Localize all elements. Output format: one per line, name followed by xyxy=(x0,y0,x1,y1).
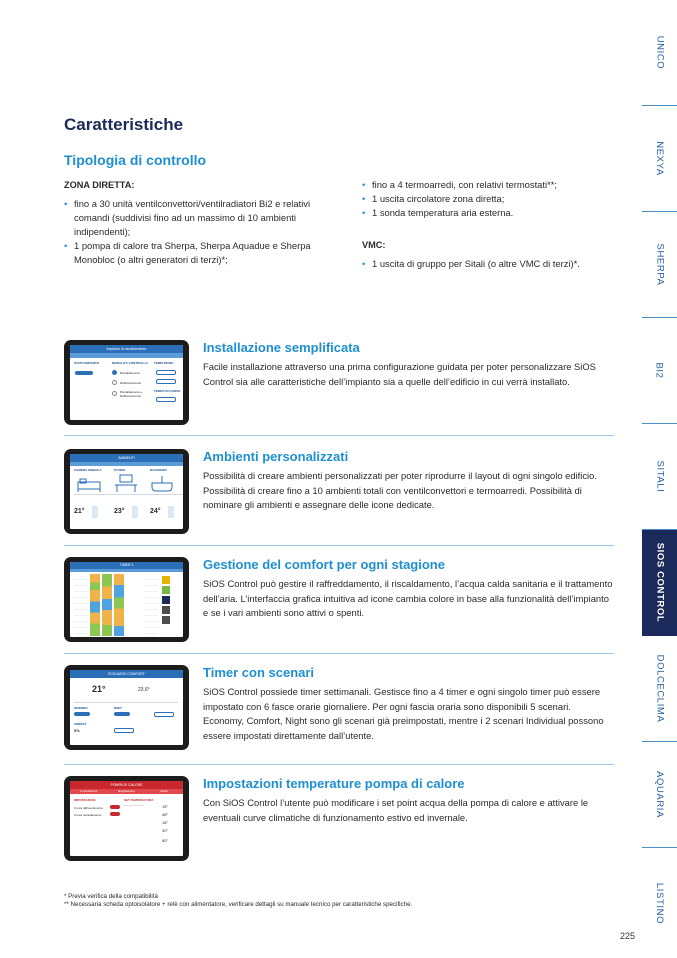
sidebar-item-nexya[interactable]: NEXYA xyxy=(642,106,677,212)
feature-timer xyxy=(64,665,614,755)
toggle-icon xyxy=(110,812,120,816)
sidebar-item-dolceclima[interactable]: DOLCECLIMA xyxy=(642,636,677,742)
divider xyxy=(64,764,614,765)
feature-comfort xyxy=(64,557,614,647)
temperature-value: 24° xyxy=(150,508,161,515)
feature-title: Installazione semplificata xyxy=(203,340,360,355)
feature-body: Con SiOS Control l’utente può modificare i set point acqua della pompa di calore e attivare le eventuali curve climatiche di funzionamento estivo ed invernale. xyxy=(203,797,589,823)
tablet-image xyxy=(64,340,189,425)
screen-label: MODALITÀ CONTROLLO xyxy=(112,361,148,365)
sidebar-item-sherpa[interactable]: SHERPA xyxy=(642,212,677,318)
scenario-comfort-icon xyxy=(162,576,170,584)
vmc-heading: VMC: xyxy=(362,240,386,250)
temperature-value: 23.6° xyxy=(138,687,150,693)
list-item: • 1 uscita circolatore zona diretta; xyxy=(362,192,622,206)
button-icon xyxy=(154,712,174,717)
desk-icon xyxy=(114,474,138,492)
setpoint-value: 50° xyxy=(162,838,169,843)
bed-icon xyxy=(76,476,102,492)
setpoint-value: 48° xyxy=(162,812,169,817)
feature-title: Gestione del comfort per ogni stagione xyxy=(203,557,445,572)
divider xyxy=(64,545,614,546)
feature-title: Timer con scenari xyxy=(203,665,315,680)
temperature-value: 21° xyxy=(92,684,106,694)
screen-label: STUDIO xyxy=(114,468,126,472)
vmc-list xyxy=(362,257,622,271)
screen-label: STATO IMPIANTO xyxy=(74,361,100,365)
temperature-value: 21° xyxy=(74,508,85,515)
section-title: Tipologia di controllo xyxy=(64,152,207,168)
feature-body: Possibilità di creare ambienti personalizzati per poter riprodurre il layout di ogni singolo edificio. Possibilità di creare fino a 10 ambienti totali con ventilconvettori e termoarredi. Possibilità di nominare gli ambienti e assegnare delle icone dedicate. xyxy=(203,470,597,510)
sidebar-item-unico[interactable]: UNICO xyxy=(642,0,677,106)
divider xyxy=(64,435,614,436)
feature-pompa-calore xyxy=(64,776,614,866)
button-icon xyxy=(114,728,134,733)
bathtub-icon xyxy=(150,474,174,492)
page-title: Caratteristiche xyxy=(64,115,184,134)
feature-title: Impostazioni temperature pompa di calore xyxy=(203,776,465,791)
screen-header: Impianto di riscaldamento xyxy=(70,345,183,353)
toggle-icon xyxy=(110,805,120,809)
button-icon xyxy=(156,379,176,384)
screen-label: Curva riscaldamento xyxy=(74,813,102,817)
humidity-value: 0% xyxy=(74,728,80,733)
setpoint-value: 18° xyxy=(162,820,169,825)
screen-label: Riscaldamento e Raffrescamento xyxy=(120,390,143,398)
button-icon xyxy=(156,397,176,402)
screen-header: AMBIENTI xyxy=(70,454,183,462)
feature-ambienti xyxy=(64,449,614,539)
footnote: ** Necessaria scheda optoisolatore + relè con alimentatore, verificare dettagli su manuale tecnico per caratteristiche specifiche. xyxy=(64,901,413,908)
screen-label: Raffrescamento xyxy=(120,381,142,385)
sidebar-item-sios-control[interactable]: SIOS CONTROL xyxy=(642,530,677,636)
tablet-image xyxy=(64,776,189,861)
screen-tabs: Impostazioni Regolazione Modo xyxy=(70,789,183,794)
scenario-individual-icon xyxy=(162,616,170,624)
scenario-economy-icon xyxy=(162,586,170,594)
toggle-icon xyxy=(74,712,90,716)
tablet-image xyxy=(64,557,189,642)
screen-header: SCENARIO COMFORT xyxy=(70,670,183,678)
screen-label: IMPOSTAZIONI xyxy=(74,798,96,802)
toggle-icon xyxy=(75,371,93,375)
setpoint-value: 30° xyxy=(162,828,169,833)
screen-label: TEMPI MODO xyxy=(154,361,174,365)
zona-diretta-heading: ZONA DIRETTA: xyxy=(64,180,135,190)
screen-label: BAGNO/WC xyxy=(150,468,167,472)
scenario-individual-icon xyxy=(162,606,170,614)
list-item: • 1 sonda temperatura aria esterna. xyxy=(362,206,622,220)
list-item: • 1 uscita di gruppo per Sitali (o altre VMC di terzi)*. xyxy=(362,257,622,271)
time-column xyxy=(74,574,88,636)
feature-body: SiOS Control possiede timer settimanali. Gestisce fino a 4 timer e ogni singolo timer può essere impostato con 6 fasce orarie giornaliere. Per ogni fascia oraria sono disponibili 5 scenari. Economy, Comfort, Night sono gli scenari già preimpostati, mentre i 2 scenari Individual possono essere impostati direttamente dall’utente. xyxy=(203,686,604,741)
radio-icon xyxy=(112,370,117,375)
toggle-icon xyxy=(114,712,130,716)
tablet-screen xyxy=(70,670,183,745)
tablet-screen xyxy=(70,781,183,856)
feature-body: SiOS Control può gestire il raffreddamento, il riscaldamento, l’acqua calda sanitaria e il trattamento dell’aria. L’interfaccia grafica intuitiva ad icone cambia colore in base alla funzionalità dell’impianto e se i vari ambienti sono attivi o spenti. xyxy=(203,578,613,618)
list-item: • fino a 4 termoarredi, con relativi termostati**; xyxy=(362,178,622,192)
tablet-screen xyxy=(70,454,183,529)
page-number: 225 xyxy=(620,931,636,941)
list-item: • fino a 30 unità ventilconvettori/ventilradiatori Bi2 e relativi comandi (suddivisi fino ad un massimo di 10 ambienti indipendenti); xyxy=(64,197,334,239)
zona-diretta-continued-column xyxy=(362,178,622,271)
feature-title: Ambienti personalizzati xyxy=(203,449,349,464)
screen-label: CAMERA SINGOLA xyxy=(74,468,102,472)
scenario-night-icon xyxy=(162,596,170,604)
sidebar-item-listino[interactable]: LISTINO xyxy=(654,882,665,924)
screen-label: Riscaldamento xyxy=(120,371,140,375)
sidebar-nav xyxy=(642,0,677,958)
zona-diretta-list xyxy=(64,197,334,267)
zona-diretta-continued-list xyxy=(362,178,622,220)
schedule-bar xyxy=(102,574,112,636)
sidebar-item-bi2[interactable]: BI2 xyxy=(642,318,677,424)
footnote: * Previa verifica della compatibilità xyxy=(64,893,158,900)
tablet-screen xyxy=(70,345,183,420)
list-item: • 1 pompa di calore tra Sherpa, Sherpa Aquadue e Sherpa Monobloc (o altri generatori di terzi)*; xyxy=(64,239,334,267)
screen-header: POMPA DI CALORE xyxy=(70,781,183,789)
screen-label: INVERNO xyxy=(74,706,88,710)
divider xyxy=(64,653,614,654)
radio-icon xyxy=(112,391,117,396)
zona-diretta-column xyxy=(64,178,334,267)
tablet-screen xyxy=(70,562,183,637)
screen-label: RSET xyxy=(114,706,123,710)
screen-label: SET TEMPERATURA xyxy=(124,798,154,802)
footnotes xyxy=(64,893,412,909)
tablet-image xyxy=(64,449,189,534)
feature-installazione xyxy=(64,340,614,430)
schedule-bar xyxy=(114,574,124,636)
setpoint-value: 15° xyxy=(162,804,169,809)
tablet-image xyxy=(64,665,189,750)
button-icon xyxy=(156,370,176,375)
screen-label: TEMPO IN CORSO xyxy=(154,389,181,393)
sidebar-item-sitali[interactable]: SITALI xyxy=(642,424,677,530)
feature-body: Facile installazione attraverso una prima configurazione guidata per poter personalizzare SiOS Control sia alle caratteristiche dell’impianto sia a quelle dell’edificio in cui verrà installato. xyxy=(203,361,596,387)
schedule-bar xyxy=(90,574,100,636)
temperature-value: 23° xyxy=(114,508,125,515)
screen-label: Curva raffrescamento xyxy=(74,806,103,810)
screen-label: UMIDITÀ xyxy=(74,722,87,726)
time-column xyxy=(144,574,158,636)
radio-icon xyxy=(112,380,117,385)
screen-header: TIMER 1 xyxy=(70,562,183,569)
sidebar-item-aquaria[interactable]: AQUARIA xyxy=(642,742,677,848)
